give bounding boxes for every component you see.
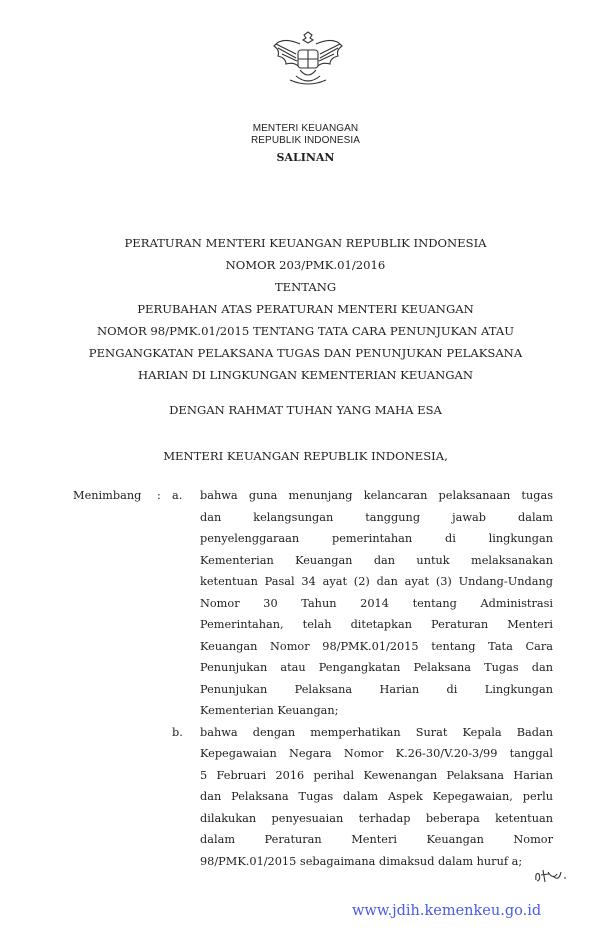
ministry-line-1: MENTERI KEUANGAN: [252, 123, 359, 134]
considering-label: Menimbang: [73, 489, 142, 502]
considering-text-line: 5 Februari 2016 perihal Kewenangan Pelaksana Harian: [200, 768, 553, 782]
item-marker-a: a.: [172, 489, 183, 502]
considering-text-line: bahwa guna menunjang kelancaran pelaksanaan tugas: [200, 489, 553, 502]
considering-text-line: Penunjukan atau Pengangkatan Pelaksana Tugas dan: [200, 661, 553, 674]
subject-line: HARIAN DI LINGKUNGAN KEMENTERIAN KEUANGAN: [137, 368, 473, 382]
item-marker-b: b.: [172, 725, 183, 739]
considering-text-line: Keuangan Nomor 98/PMK.01/2015 tentang Tata Cara: [200, 639, 553, 653]
issuer: MENTERI KEUANGAN REPUBLIK INDONESIA,: [163, 449, 448, 463]
considering-text-line: Kementerian Keuangan;: [200, 704, 339, 717]
regulation-title: PERATURAN MENTERI KEUANGAN REPUBLIK INDONESIA: [124, 236, 487, 250]
subject-line: PERUBAHAN ATAS PERATURAN MENTERI KEUANGAN: [137, 302, 474, 316]
considering-text-line: dilakukan penyesuaian terhadap beberapa ketentuan: [200, 811, 553, 825]
considering-text-line: Kepegawaian Negara Nomor K.26-30/V.20-3/99 tanggal: [200, 747, 553, 760]
considering-text-line: 98/PMK.01/2015 sebagaimana dimaksud dalam huruf a;: [200, 854, 523, 868]
considering-text-line: ketentuan Pasal 34 ayat (2) dan ayat (3) Undang-Undang: [200, 575, 553, 588]
considering-colon: :: [157, 489, 161, 502]
subject-line: NOMOR 98/PMK.01/2015 TENTANG TATA CARA PENUNJUKAN ATAU: [96, 324, 514, 338]
considering-text-line: Pemerintahan, telah ditetapkan Peraturan Menteri: [200, 618, 553, 631]
considering-text-line: dalam Peraturan Menteri Keuangan Nomor: [200, 833, 553, 846]
website-link[interactable]: www.jdih.kemenkeu.go.id: [352, 903, 542, 919]
considering-text-line: Kementerian Keuangan dan untuk melaksanakan: [200, 553, 553, 567]
considering-text-line: dan kelangsungan tanggung jawab dalam: [200, 510, 553, 524]
considering-text-line: Nomor 30 Tahun 2014 tentang Administrasi: [200, 596, 553, 610]
considering-text-line: Penunjukan Pelaksana Harian di Lingkungan: [200, 682, 553, 696]
ministry-line-2: REPUBLIK INDONESIA: [250, 135, 361, 146]
regulation-number: NOMOR 203/PMK.01/2016: [225, 258, 386, 272]
salinan-stamp: SALINAN: [276, 151, 335, 164]
considering-text-line: bahwa dengan memperhatikan Surat Kepala Badan: [200, 725, 553, 739]
considering-text-line: dan Pelaksana Tugas dalam Aspek Kepegawaian, perlu: [200, 790, 553, 803]
considering-text-line: penyelenggaraan pemerintahan di lingkungan: [200, 532, 553, 545]
handwritten-initials-icon: [533, 866, 569, 886]
about-label: TENTANG: [274, 280, 337, 294]
subject-line: PENGANGKATAN PELAKSANA TUGAS DAN PENUNJUKAN PELAKSANA: [88, 346, 523, 360]
invocation: DENGAN RAHMAT TUHAN YANG MAHA ESA: [169, 403, 442, 417]
garuda-emblem-icon: [272, 28, 344, 90]
